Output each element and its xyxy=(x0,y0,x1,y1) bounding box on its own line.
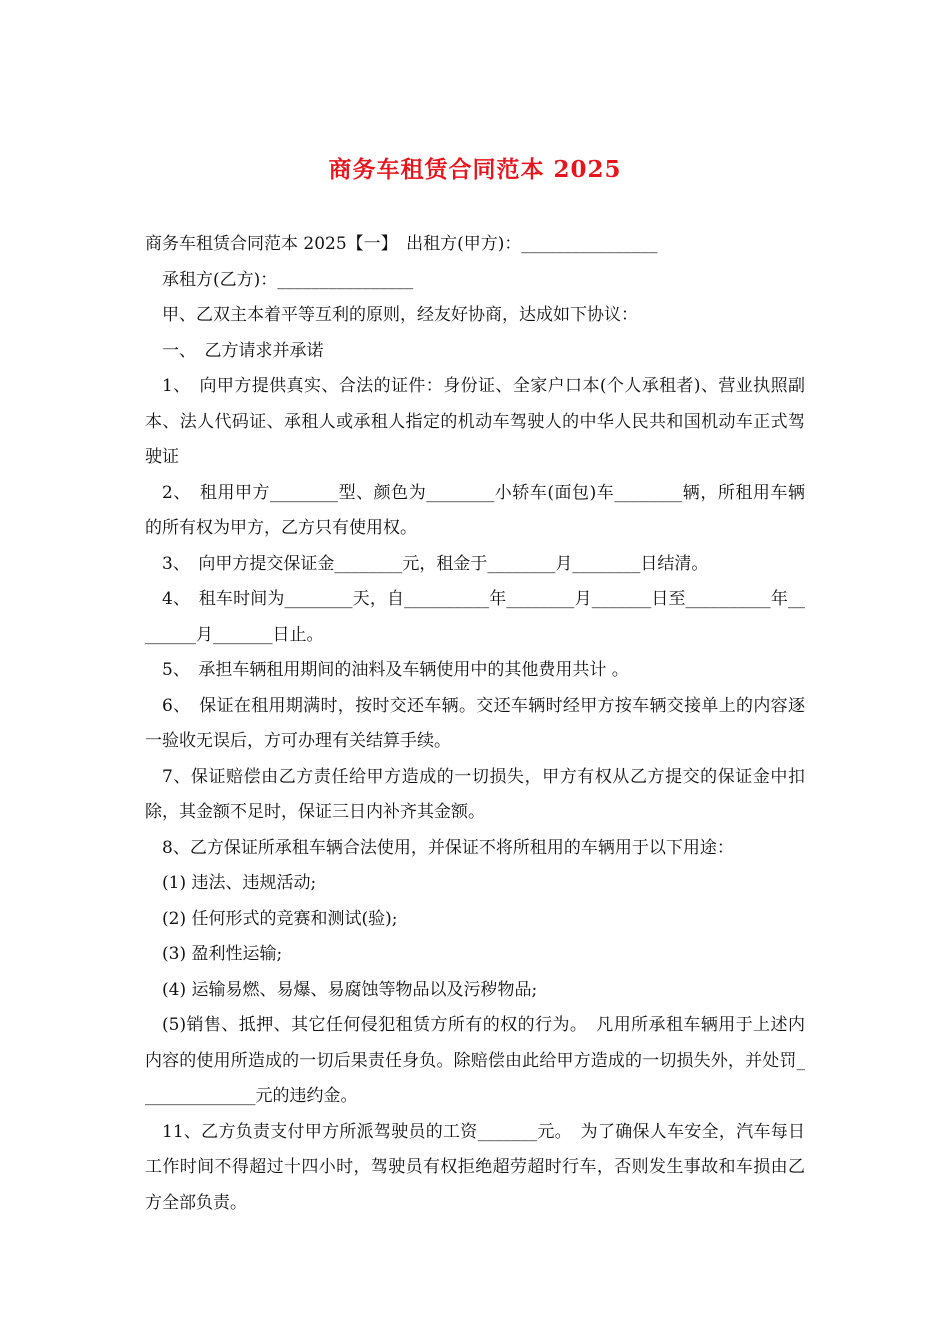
clause-8: 8、乙方保证所承租车辆合法使用，并保证不将所租用的车辆用于以下用途： xyxy=(162,837,734,858)
clause-8-item-3: (3) 盈利性运输; xyxy=(162,944,283,964)
clause-8-item-1: (1) 违法、违规活动; xyxy=(162,873,317,893)
clause-7: 7、保证赔偿由乙方责任给甲方造成的一切损失，甲方有权从乙方提交的保证金中扣除，其金额不足时，保证三日内补齐其金额。 xyxy=(145,766,805,822)
clause-5: 5、 承担车辆租用期间的油料及车辆使用中的其他费用共计 。 xyxy=(162,660,629,680)
section-heading-1: 一、 乙方请求并承诺 xyxy=(162,340,324,361)
document-title: 商务车租赁合同范本 2025 xyxy=(328,156,622,183)
paragraph-agreement-intro: 甲、乙双主本着平等互利的原则，经友好协商，达成如下协议： xyxy=(162,305,638,325)
clause-8-item-2: (2) 任何形式的竞赛和测试(验); xyxy=(162,908,398,929)
paragraph-lessee: 承租方(乙方)：________________ xyxy=(162,269,414,290)
clause-1: 1、 向甲方提供真实、合法的证件：身份证、全家户口本(个人承租者)、营业执照副本、法人代码证、承租人或承租人指定的机动车驾驶人的中华人民共和国机动车正式驾驶证 xyxy=(145,376,805,467)
clause-8-item-4: (4) 运输易燃、易爆、易腐蚀等物品以及污秽物品; xyxy=(162,979,538,1000)
clause-6: 6、 保证在租用期满时，按时交还车辆。交还车辆时经甲方按车辆交接单上的内容逐一验收无误后，方可办理有关结算手续。 xyxy=(145,695,805,751)
document-body xyxy=(145,227,805,1221)
clause-4: 4、 租车时间为________天，自__________年________月_______日至__________年________月_______日止。 xyxy=(145,589,805,645)
clause-8-item-5: (5)销售、抵押、其它任何侵犯租赁方所有的权的行为。 凡用所承租车辆用于上述内内容的使用所造成的一切后果责任身负。除赔偿由此给甲方造成的一切损失外，并处罚______________元的违约金。 xyxy=(145,1015,805,1106)
clause-3: 3、 向甲方提交保证金________元，租金于________月________日结清。 xyxy=(162,553,709,574)
clause-2: 2、 租用甲方________型、颜色为________小轿车(面包)车________辆，所租用车辆的所有权为甲方，乙方只有使用权。 xyxy=(145,482,805,538)
clause-11: 11、乙方负责支付甲方所派驾驶员的工资_______元。 为了确保人车安全，汽车每日工作时间不得超过十四小时，驾驶员有权拒绝超劳超时行车，否则发生事故和车损由乙方全部负责。 xyxy=(145,1121,805,1213)
paragraph-header: 商务车租赁合同范本 2025【一】 出租方(甲方)：________________ xyxy=(145,234,658,254)
